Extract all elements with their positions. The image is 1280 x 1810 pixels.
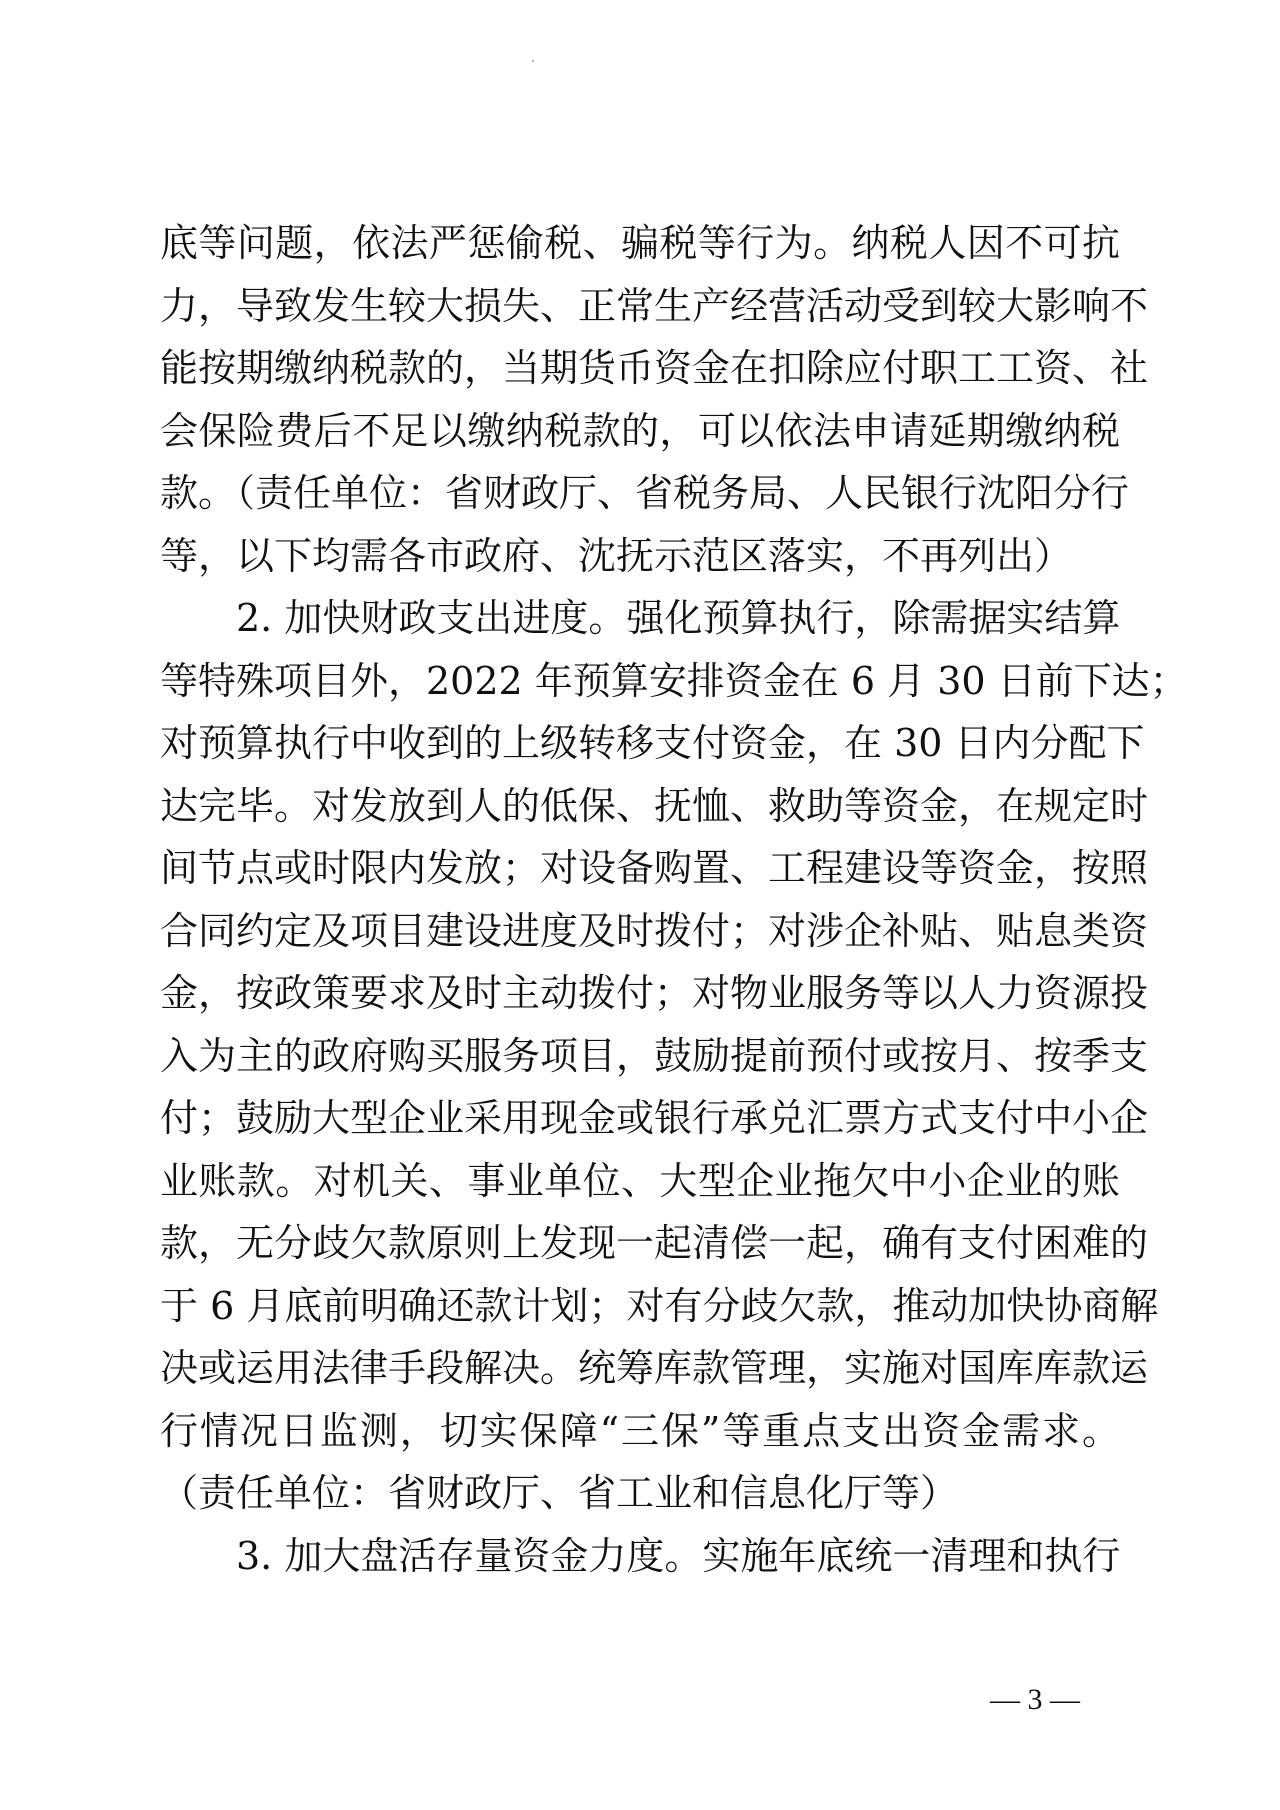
text-line: 款，无分歧欠款原则上发现一起清偿一起，确有支付困难的: [160, 1221, 1149, 1265]
text-line: 业账款。对机关、事业单位、大型企业拖欠中小企业的账: [160, 1158, 1120, 1203]
text-line: 金，按政策要求及时主动拨付；对物业服务等以人力资源投: [160, 971, 1149, 1015]
body-text: [160, 212, 1188, 1587]
text-line: 付；鼓励大型企业采用现金或银行承兑汇票方式支付中小企: [160, 1096, 1149, 1140]
text-line: 力，导致发生较大损失、正常生产经营活动受到较大影响不: [160, 283, 1149, 328]
text-line: 达完毕。对发放到人的低保、抚恤、救助等资金，在规定时: [160, 783, 1149, 828]
text-line: 于 6 月底前明确还款计划；对有分歧欠款，推动加快协商解: [160, 1283, 1159, 1328]
text-line: 等，以下均需各市政府、沈抚示范区落实，不再列出）: [160, 533, 1073, 578]
text-line: 合同约定及项目建设进度及时拨付；对涉企补贴、贴息类资: [160, 908, 1149, 953]
text-line: 会保险费后不足以缴纳税款的，可以依法申请延期缴纳税: [160, 408, 1120, 453]
text-line: 对预算执行中收到的上级转移支付资金，在 30 日内分配下: [160, 721, 1145, 765]
text-line: （责任单位：省财政厅、省工业和信息化厅等）: [160, 1471, 959, 1515]
scan-speck: [532, 60, 534, 62]
text-line: 决或运用法律手段解决。统筹库款管理，实施对国库库款运: [160, 1346, 1149, 1390]
page-number: — 3 —: [990, 1683, 1080, 1716]
text-line: 间节点或时限内发放；对设备购置、工程建设等资金，按照: [160, 846, 1149, 890]
text-line: 款。（责任单位：省财政厅、省税务局、人民银行沈阳分行: [160, 471, 1130, 515]
section-heading-line: 3. 加大盘活存量资金力度。实施年底统一清理和执行: [236, 1533, 1121, 1578]
text-line: 入为主的政府购买服务项目，鼓励提前预付或按月、按季支: [160, 1033, 1149, 1078]
text-line: 行情况日监测，切实保障“三保”等重点支出资金需求。: [160, 1408, 1120, 1453]
text-line: 能按期缴纳税款的，当期货币资金在扣除应付职工工资、社: [160, 346, 1149, 390]
text-line: 底等问题，依法严惩偷税、骗税等行为。纳税人因不可抗: [160, 221, 1120, 265]
text-line: 等特殊项目外，2022 年预算安排资金在 6 月 30 日前下达；: [160, 658, 1188, 703]
section-heading-line: 2. 加快财政支出进度。强化预算执行，除需据实结算: [236, 596, 1121, 640]
